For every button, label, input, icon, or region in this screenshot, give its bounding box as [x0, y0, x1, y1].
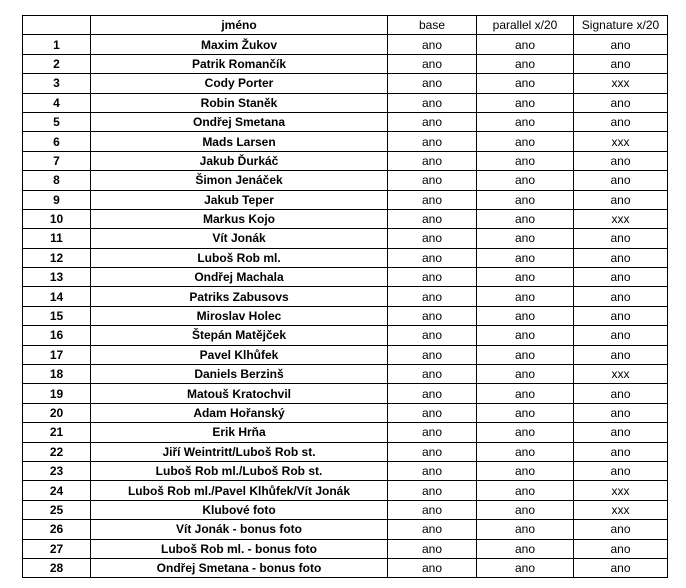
cell-number: 20	[23, 403, 91, 422]
cell-number: 17	[23, 345, 91, 364]
cell-parallel: ano	[477, 500, 574, 519]
cell-name: Šimon Jenáček	[91, 171, 388, 190]
table-row	[23, 345, 668, 364]
table-row	[23, 151, 668, 170]
table-row	[23, 520, 668, 539]
cell-signature: ano	[574, 442, 668, 461]
header-base: base	[388, 16, 477, 35]
cell-name: Maxim Žukov	[91, 35, 388, 54]
cell-base: ano	[388, 132, 477, 151]
header-number	[23, 16, 91, 35]
cell-number: 19	[23, 384, 91, 403]
cell-parallel: ano	[477, 345, 574, 364]
cell-parallel: ano	[477, 229, 574, 248]
cell-parallel: ano	[477, 268, 574, 287]
cell-base: ano	[388, 481, 477, 500]
cell-signature: ano	[574, 248, 668, 267]
cell-signature: ano	[574, 112, 668, 131]
cell-signature: ano	[574, 54, 668, 73]
table-row	[23, 190, 668, 209]
cell-signature: ano	[574, 287, 668, 306]
checklist-table	[22, 15, 668, 578]
cell-parallel: ano	[477, 112, 574, 131]
cell-number: 3	[23, 74, 91, 93]
cell-parallel: ano	[477, 539, 574, 558]
table-row	[23, 403, 668, 422]
cell-parallel: ano	[477, 93, 574, 112]
cell-number: 18	[23, 365, 91, 384]
cell-parallel: ano	[477, 132, 574, 151]
cell-parallel: ano	[477, 306, 574, 325]
cell-number: 12	[23, 248, 91, 267]
cell-base: ano	[388, 461, 477, 480]
cell-parallel: ano	[477, 248, 574, 267]
header-row	[23, 16, 668, 35]
table-row	[23, 423, 668, 442]
cell-base: ano	[388, 345, 477, 364]
cell-name: Ondřej Smetana - bonus foto	[91, 558, 388, 577]
cell-number: 25	[23, 500, 91, 519]
table-row	[23, 209, 668, 228]
table-row	[23, 74, 668, 93]
cell-signature: ano	[574, 403, 668, 422]
cell-parallel: ano	[477, 151, 574, 170]
table-row	[23, 481, 668, 500]
cell-parallel: ano	[477, 171, 574, 190]
cell-base: ano	[388, 151, 477, 170]
cell-signature: ano	[574, 461, 668, 480]
cell-base: ano	[388, 229, 477, 248]
cell-name: Ondřej Machala	[91, 268, 388, 287]
table-row	[23, 539, 668, 558]
table-row	[23, 171, 668, 190]
table-row	[23, 268, 668, 287]
cell-base: ano	[388, 35, 477, 54]
cell-base: ano	[388, 500, 477, 519]
cell-signature: ano	[574, 190, 668, 209]
cell-name: Štepán Matějček	[91, 326, 388, 345]
cell-base: ano	[388, 384, 477, 403]
cell-parallel: ano	[477, 423, 574, 442]
cell-base: ano	[388, 287, 477, 306]
table-row	[23, 365, 668, 384]
header-name: jméno	[91, 16, 388, 35]
cell-signature: ano	[574, 229, 668, 248]
cell-base: ano	[388, 74, 477, 93]
cell-signature: ano	[574, 423, 668, 442]
cell-base: ano	[388, 403, 477, 422]
table-row	[23, 93, 668, 112]
cell-name: Vít Jonák - bonus foto	[91, 520, 388, 539]
cell-number: 7	[23, 151, 91, 170]
cell-name: Jakub Teper	[91, 190, 388, 209]
cell-base: ano	[388, 93, 477, 112]
table-row	[23, 558, 668, 577]
cell-base: ano	[388, 423, 477, 442]
cell-base: ano	[388, 268, 477, 287]
cell-name: Luboš Rob ml./Luboš Rob st.	[91, 461, 388, 480]
cell-signature: xxx	[574, 74, 668, 93]
cell-number: 26	[23, 520, 91, 539]
cell-parallel: ano	[477, 481, 574, 500]
cell-number: 28	[23, 558, 91, 577]
header-parallel: parallel x/20	[477, 16, 574, 35]
cell-base: ano	[388, 539, 477, 558]
cell-number: 21	[23, 423, 91, 442]
cell-base: ano	[388, 326, 477, 345]
cell-number: 10	[23, 209, 91, 228]
cell-signature: ano	[574, 93, 668, 112]
cell-parallel: ano	[477, 54, 574, 73]
cell-parallel: ano	[477, 403, 574, 422]
table-row	[23, 500, 668, 519]
table-row	[23, 112, 668, 131]
cell-parallel: ano	[477, 326, 574, 345]
table-row	[23, 442, 668, 461]
cell-base: ano	[388, 365, 477, 384]
cell-signature: ano	[574, 539, 668, 558]
cell-number: 14	[23, 287, 91, 306]
cell-parallel: ano	[477, 365, 574, 384]
cell-base: ano	[388, 520, 477, 539]
cell-name: Patriks Zabusovs	[91, 287, 388, 306]
cell-number: 15	[23, 306, 91, 325]
cell-signature: xxx	[574, 209, 668, 228]
cell-parallel: ano	[477, 190, 574, 209]
cell-signature: ano	[574, 345, 668, 364]
cell-number: 5	[23, 112, 91, 131]
cell-base: ano	[388, 306, 477, 325]
cell-name: Miroslav Holec	[91, 306, 388, 325]
cell-parallel: ano	[477, 461, 574, 480]
cell-name: Markus Kojo	[91, 209, 388, 228]
cell-name: Patrik Romančík	[91, 54, 388, 73]
table-row	[23, 287, 668, 306]
cell-name: Robin Staněk	[91, 93, 388, 112]
cell-signature: ano	[574, 171, 668, 190]
cell-base: ano	[388, 209, 477, 228]
cell-number: 6	[23, 132, 91, 151]
table-row	[23, 132, 668, 151]
cell-signature: xxx	[574, 365, 668, 384]
cell-number: 1	[23, 35, 91, 54]
table-row	[23, 384, 668, 403]
table-row	[23, 306, 668, 325]
header-signature: Signature x/20	[574, 16, 668, 35]
cell-signature: ano	[574, 151, 668, 170]
cell-number: 8	[23, 171, 91, 190]
cell-name: Luboš Rob ml. - bonus foto	[91, 539, 388, 558]
table-body	[23, 35, 668, 578]
cell-number: 23	[23, 461, 91, 480]
cell-number: 24	[23, 481, 91, 500]
cell-name: Pavel Klhůfek	[91, 345, 388, 364]
table-row	[23, 35, 668, 54]
cell-name: Cody Porter	[91, 74, 388, 93]
cell-name: Erik Hrňa	[91, 423, 388, 442]
cell-base: ano	[388, 442, 477, 461]
cell-base: ano	[388, 248, 477, 267]
cell-name: Vít Jonák	[91, 229, 388, 248]
cell-base: ano	[388, 171, 477, 190]
cell-parallel: ano	[477, 209, 574, 228]
cell-name: Mads Larsen	[91, 132, 388, 151]
checklist-sheet	[22, 15, 668, 578]
cell-signature: ano	[574, 558, 668, 577]
cell-parallel: ano	[477, 442, 574, 461]
cell-signature: ano	[574, 520, 668, 539]
cell-number: 9	[23, 190, 91, 209]
cell-number: 13	[23, 268, 91, 287]
cell-name: Adam Hořanský	[91, 403, 388, 422]
cell-parallel: ano	[477, 35, 574, 54]
cell-signature: ano	[574, 35, 668, 54]
cell-name: Luboš Rob ml./Pavel Klhůfek/Vít Jonák	[91, 481, 388, 500]
cell-base: ano	[388, 190, 477, 209]
cell-name: Matouš Kratochvil	[91, 384, 388, 403]
cell-signature: ano	[574, 384, 668, 403]
cell-parallel: ano	[477, 520, 574, 539]
cell-number: 4	[23, 93, 91, 112]
cell-signature: xxx	[574, 132, 668, 151]
cell-number: 27	[23, 539, 91, 558]
cell-number: 11	[23, 229, 91, 248]
cell-signature: ano	[574, 268, 668, 287]
cell-signature: xxx	[574, 481, 668, 500]
cell-signature: xxx	[574, 500, 668, 519]
table-row	[23, 461, 668, 480]
cell-base: ano	[388, 558, 477, 577]
cell-name: Daniels Berzinš	[91, 365, 388, 384]
cell-name: Jiří Weintritt/Luboš Rob st.	[91, 442, 388, 461]
cell-base: ano	[388, 112, 477, 131]
cell-number: 22	[23, 442, 91, 461]
cell-name: Ondřej Smetana	[91, 112, 388, 131]
cell-parallel: ano	[477, 558, 574, 577]
cell-number: 16	[23, 326, 91, 345]
table-row	[23, 54, 668, 73]
cell-parallel: ano	[477, 384, 574, 403]
cell-name: Klubové foto	[91, 500, 388, 519]
cell-parallel: ano	[477, 74, 574, 93]
table-row	[23, 229, 668, 248]
table-row	[23, 326, 668, 345]
cell-parallel: ano	[477, 287, 574, 306]
cell-number: 2	[23, 54, 91, 73]
cell-signature: ano	[574, 326, 668, 345]
cell-name: Luboš Rob ml.	[91, 248, 388, 267]
table-row	[23, 248, 668, 267]
cell-signature: ano	[574, 306, 668, 325]
cell-name: Jakub Ďurkáč	[91, 151, 388, 170]
cell-base: ano	[388, 54, 477, 73]
